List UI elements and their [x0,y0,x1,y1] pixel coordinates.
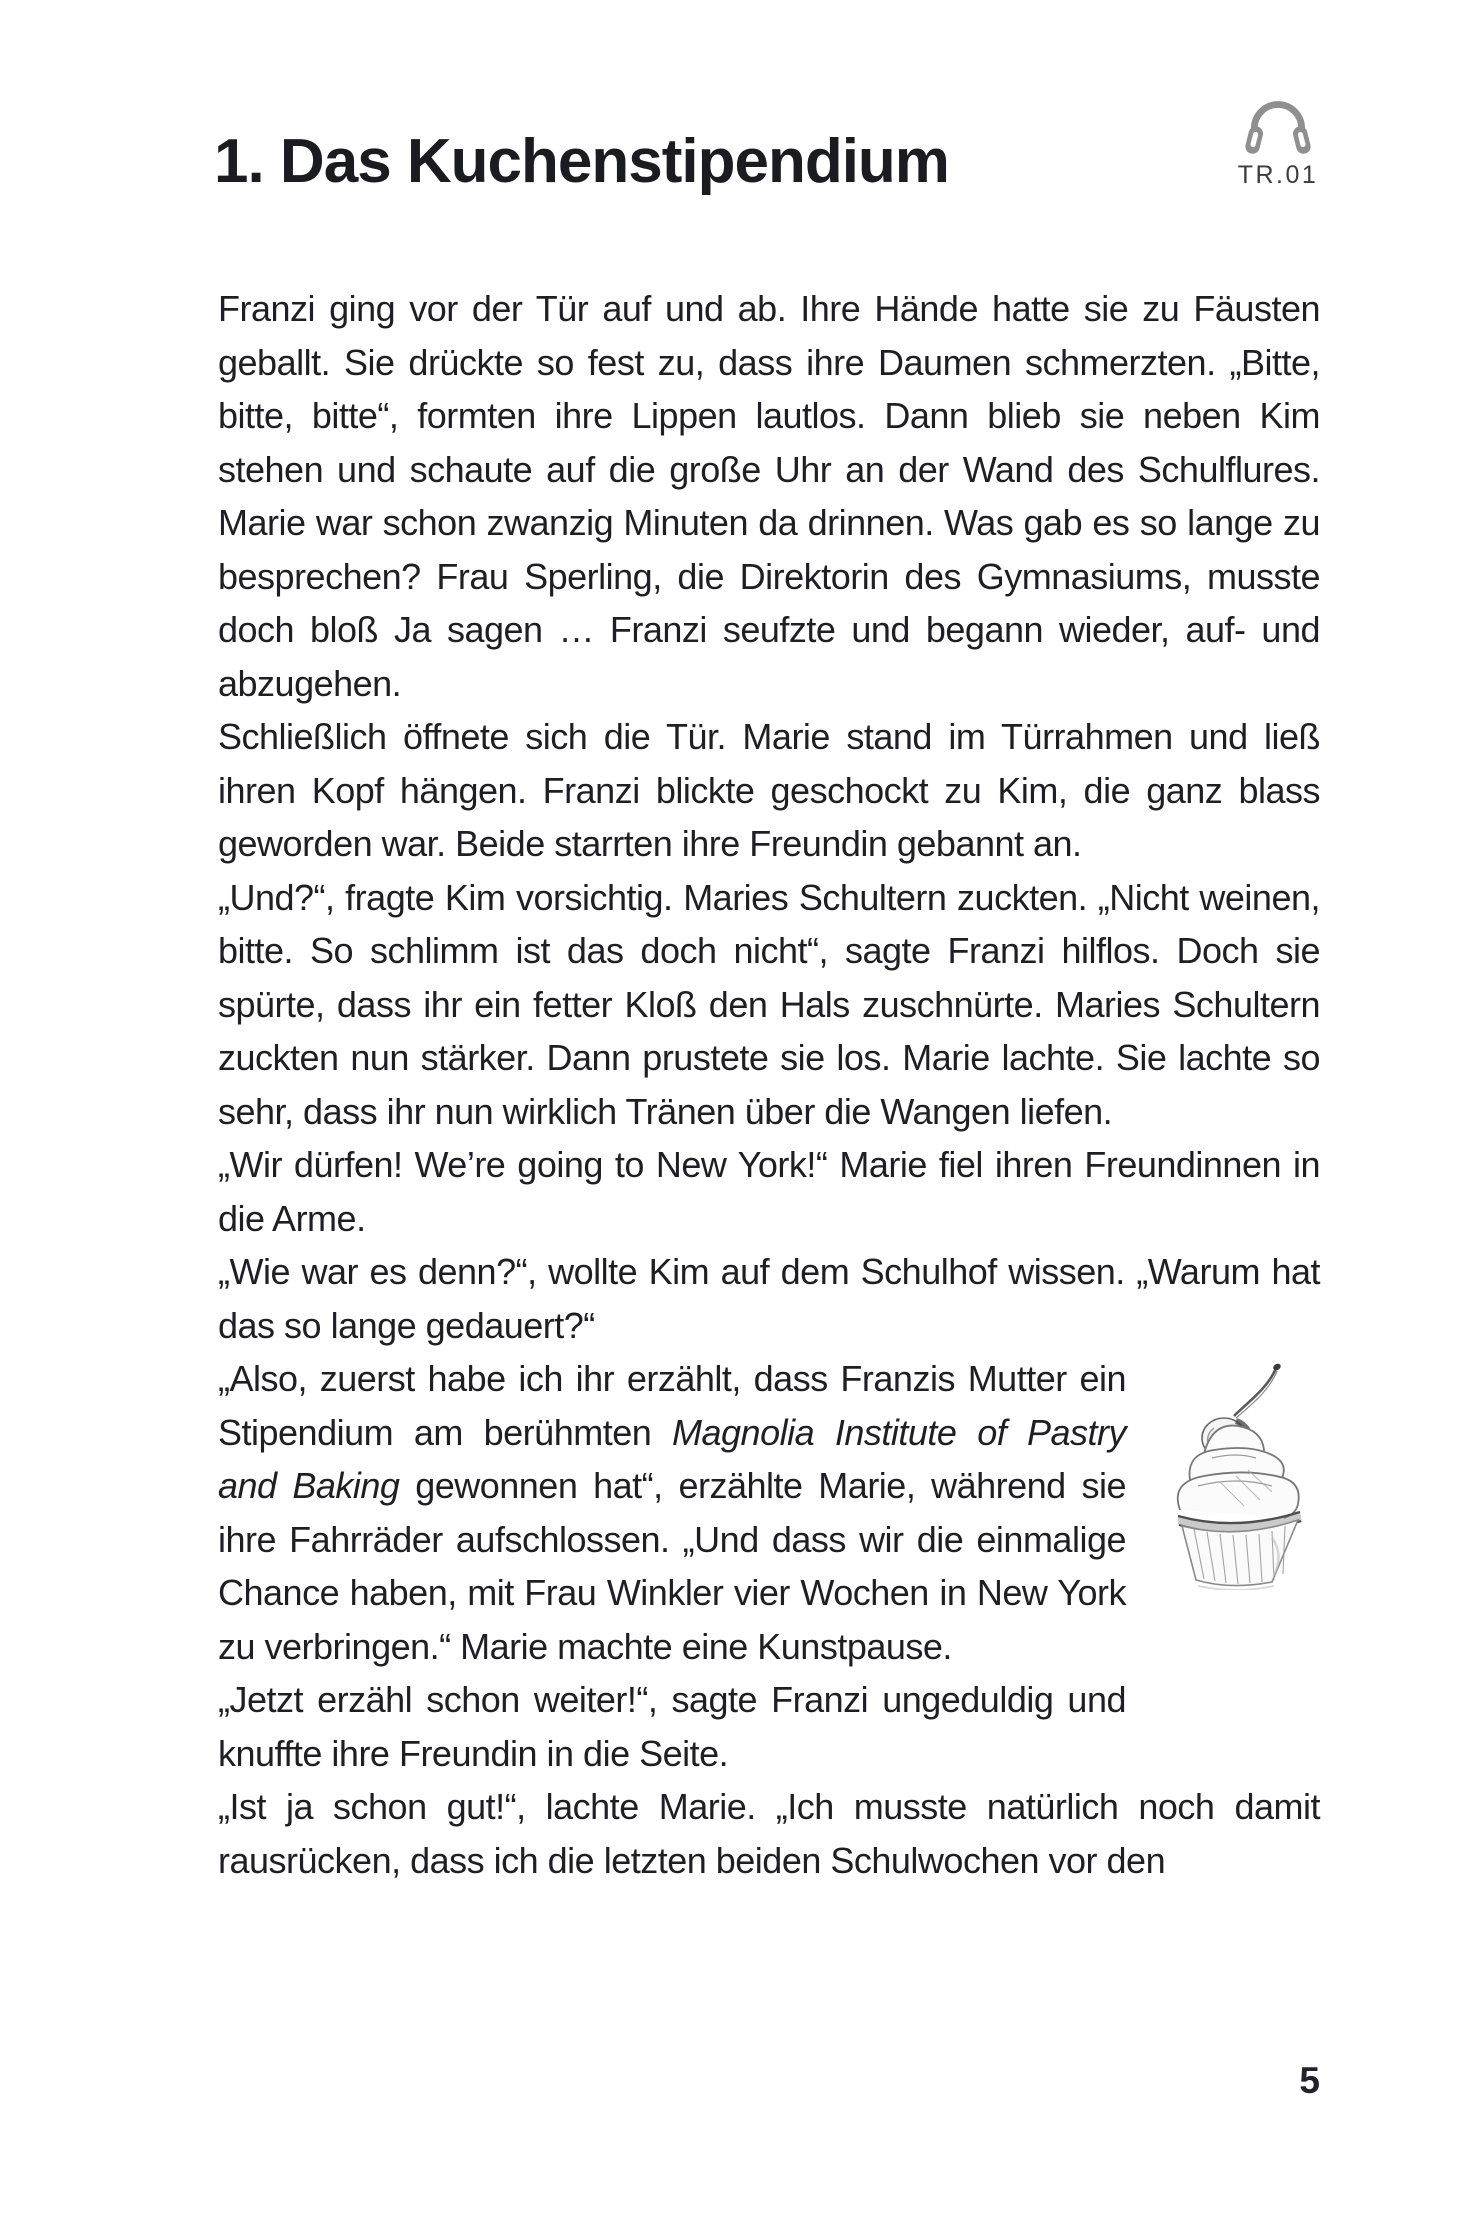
track-label: TR.01 [1237,161,1319,189]
paragraph-6 [218,1352,1320,1673]
audio-track-indicator [1230,86,1326,190]
paragraph-2-text: Schließlich öffnete sich die Tür. Marie stand im Türrahmen und ließ ihren Kopf hängen. Franzi blickte geschockt zu Kim, die ganz blass geworden war. Beide starrten ihre Freundin gebannt an. [218,716,1320,864]
chapter-title: 1. Das Kuchenstipendium [214,127,949,196]
paragraph-7-text: „Jetzt erzähl schon weiter!“, sagte Franzi ungeduldig und knuffte ihre Freundin in die Seite. [218,1679,1126,1774]
paragraph-6-text-after: gewonnen hat“, erzählte Marie, während sie ihre Fahrräder aufschlossen. „Und dass wir die einmalige Chance haben, mit Frau Winkler vier Wochen in New York zu verbringen.“ Marie machte eine Kunstpause. [218,1465,1126,1667]
paragraph-7 [218,1673,1320,1780]
paragraph-5-text: „Wie war es denn?“, wollte Kim auf dem Schulhof wissen. „Warum hat das so lange gedauert?“ [218,1251,1320,1346]
paragraph-3-text: „Und?“, fragte Kim vorsichtig. Maries Schultern zuckten. „Nicht weinen, bitte. So schlimm ist das doch nicht“, sagte Franzi hilflos. Doch sie spürte, dass ihr ein fetter Kloß den Hals zuschnürte. Maries Schultern zuckten nun stärker. Dann prustete sie los. Marie lachte. Sie lachte so sehr, dass ihr nun wirklich Tränen über die Wangen liefen. [218,876,1320,1132]
paragraph-4-text: „Wir dürfen! We’re going to New York!“ Marie fiel ihren Freundinnen in die Arme. [218,1144,1320,1239]
paragraph-6-italic-phrase: Magnolia Institute of Pastry and Baking [218,1411,1127,1506]
paragraph-3 [218,871,1320,1139]
paragraph-1 [218,282,1320,710]
paragraph-2 [218,710,1320,871]
paragraph-5 [218,1245,1320,1352]
body-text [218,282,1320,1887]
page-number: 5 [1299,2060,1320,2101]
paragraph-4 [218,1138,1320,1245]
paragraph-8 [218,1780,1320,1887]
paragraph-6-text-before: „Also, zuerst habe ich ihr erzählt, dass Franzis Mutter ein Stipendium am berühmten [218,1358,1126,1453]
paragraph-8-text: „Ist ja schon gut!“, lachte Marie. „Ich musste natürlich noch damit rausrücken, dass ich die letzten beiden Schulwochen vor den [218,1786,1320,1881]
paragraph-1-text: Franzi ging vor der Tür auf und ab. Ihre Hände hatte sie zu Fäusten geballt. Sie drückte so fest zu, dass ihre Daumen schmerzten. „Bitte, bitte, bitte“, formten ihre Lippen lautlos. Dann blieb sie neben Kim stehen und schaute auf die große Uhr an der Wand des Schulflures. Marie war schon zwanzig Minuten da drinnen. Was gab es so lange zu besprechen? Frau Sperling, die Direktorin des Gymnasiums, musste doch bloß Ja sagen … Franzi seufzte und begann wieder, auf- und abzugehen. [218,288,1320,704]
headphones-icon [1244,86,1312,156]
cupcake-sketch [1152,1358,1320,1590]
